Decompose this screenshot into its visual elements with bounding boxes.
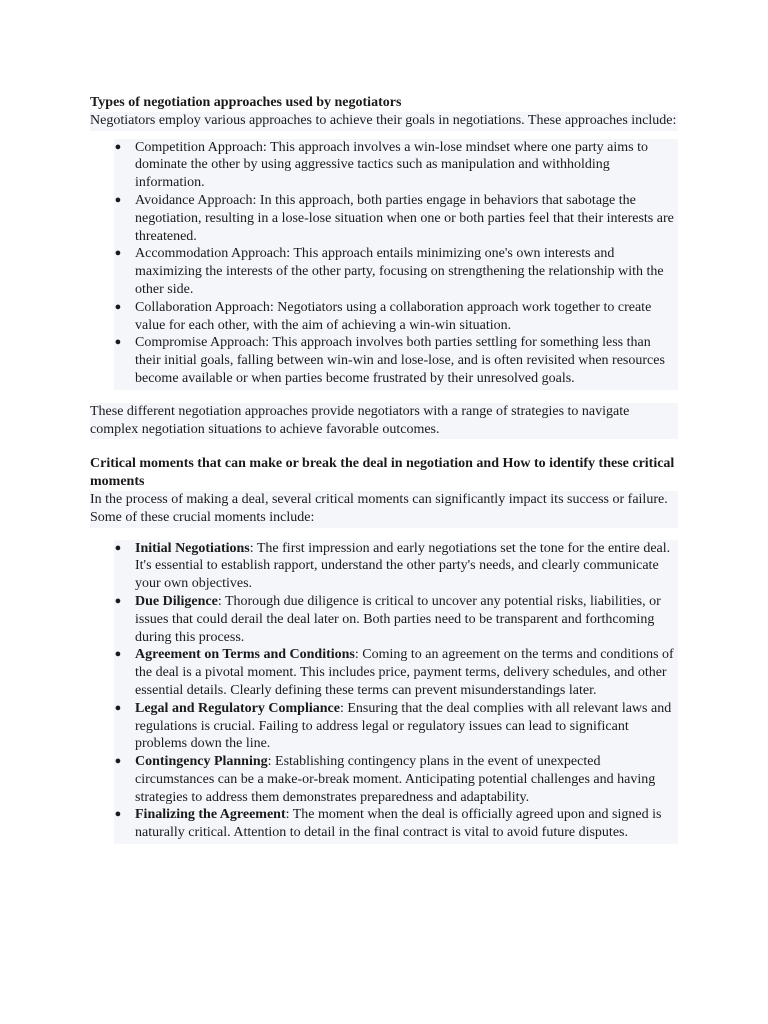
list-item-term: Agreement on Terms and Conditions bbox=[135, 647, 355, 663]
list-item-text: Compromise Approach: This approach involves both parties settling for something less than their initial goals, falling between win-win and lose-lose, and is often revisited when resources become available or when parties become frustrated by their unresolved goals. bbox=[135, 335, 665, 386]
section1-intro: Negotiators employ various approaches to achieve their goals in negotiations. These approaches include: bbox=[90, 112, 678, 131]
bullet-icon: ● bbox=[114, 336, 122, 349]
list-item bbox=[114, 139, 678, 192]
list-item-text: : The moment when the deal is officially agreed upon and signed is naturally critical. Attention to detail in the final contract is vital to avoid future disputes. bbox=[135, 807, 662, 841]
section2-intro: In the process of making a deal, several critical moments can significantly impact its success or failure. Some of these crucial moments include: bbox=[90, 491, 678, 528]
list-item bbox=[114, 334, 678, 387]
bullet-icon: ● bbox=[114, 247, 122, 260]
list-item-text: Avoidance Approach: In this approach, both parties engage in behaviors that sabotage the negotiation, resulting in a lose-lose situation when one or both parties feel that their interests are threatened. bbox=[135, 192, 674, 244]
list-item-text: : Establishing contingency plans in the event of unexpected circumstances can be a make-or-break moment. Anticipating potential challenges and having strategies to address them demonstrates preparedness and adaptability. bbox=[135, 754, 656, 805]
list-item bbox=[114, 192, 678, 245]
section2-moments-list bbox=[114, 540, 678, 845]
list-item-text: Collaboration Approach: Negotiators using a collaboration approach work together to create value for each other, with the aim of achieving a win-win situation. bbox=[135, 299, 652, 333]
list-item-term: Initial Negotiations bbox=[135, 540, 250, 556]
list-item-term: Finalizing the Agreement bbox=[135, 807, 286, 823]
bullet-icon: ● bbox=[114, 541, 122, 554]
list-item-text: : The first impression and early negotiations set the tone for the entire deal. It's essential to establish rapport, understand the other party's needs, and clearly communicate your own objectives. bbox=[135, 540, 671, 592]
list-item bbox=[114, 245, 678, 298]
list-item-text: Competition Approach: This approach involves a win-lose mindset where one party aims to dominate the other by using aggressive tactics such as manipulation and withholding information. bbox=[135, 139, 648, 191]
list-item bbox=[114, 299, 678, 335]
document-page bbox=[90, 94, 678, 844]
list-item-term: Due Diligence bbox=[135, 593, 218, 609]
list-item-term: Contingency Planning bbox=[135, 754, 268, 770]
bullet-icon: ● bbox=[114, 140, 122, 153]
list-item bbox=[114, 646, 678, 699]
section1-heading: Types of negotiation approaches used by negotiators bbox=[90, 95, 402, 110]
list-item-text: : Thorough due diligence is critical to uncover any potential risks, liabilities, or issues that could derail the deal later on. Both parties need to be transparent and forthcoming during this process. bbox=[135, 593, 661, 645]
list-item-text: : Ensuring that the deal complies with all relevant laws and regulations is crucial. Failing to address legal or regulatory issues can lead to significant problems down the line. bbox=[135, 700, 672, 752]
bullet-icon: ● bbox=[114, 755, 122, 768]
bullet-icon: ● bbox=[114, 648, 122, 661]
list-item bbox=[114, 540, 678, 593]
bullet-icon: ● bbox=[114, 300, 122, 313]
list-item-text: Accommodation Approach: This approach entails minimizing one's own interests and maximizing the interests of the other party, focusing on strengthening the relationship with the other side. bbox=[135, 246, 664, 297]
list-item bbox=[114, 753, 678, 806]
list-item bbox=[114, 700, 678, 753]
list-item-text: : Coming to an agreement on the terms and conditions of the deal is a pivotal moment. This includes price, payment terms, delivery schedules, and other essential details. Clearly defining these terms can prevent misunderstandings later. bbox=[135, 647, 674, 698]
section1-approach-list bbox=[114, 139, 678, 390]
bullet-icon: ● bbox=[114, 808, 122, 821]
bullet-icon: ● bbox=[114, 193, 122, 206]
list-item bbox=[114, 806, 678, 842]
section1-conclusion: These different negotiation approaches provide negotiators with a range of strategies to navigate complex negotiation situations to achieve favorable outcomes. bbox=[90, 403, 678, 440]
list-item bbox=[114, 593, 678, 646]
section2-heading: Critical moments that can make or break the deal in negotiation and How to identify these critical moments bbox=[90, 456, 675, 490]
bullet-icon: ● bbox=[114, 701, 122, 714]
list-item-term: Legal and Regulatory Compliance bbox=[135, 700, 340, 716]
bullet-icon: ● bbox=[114, 594, 122, 607]
